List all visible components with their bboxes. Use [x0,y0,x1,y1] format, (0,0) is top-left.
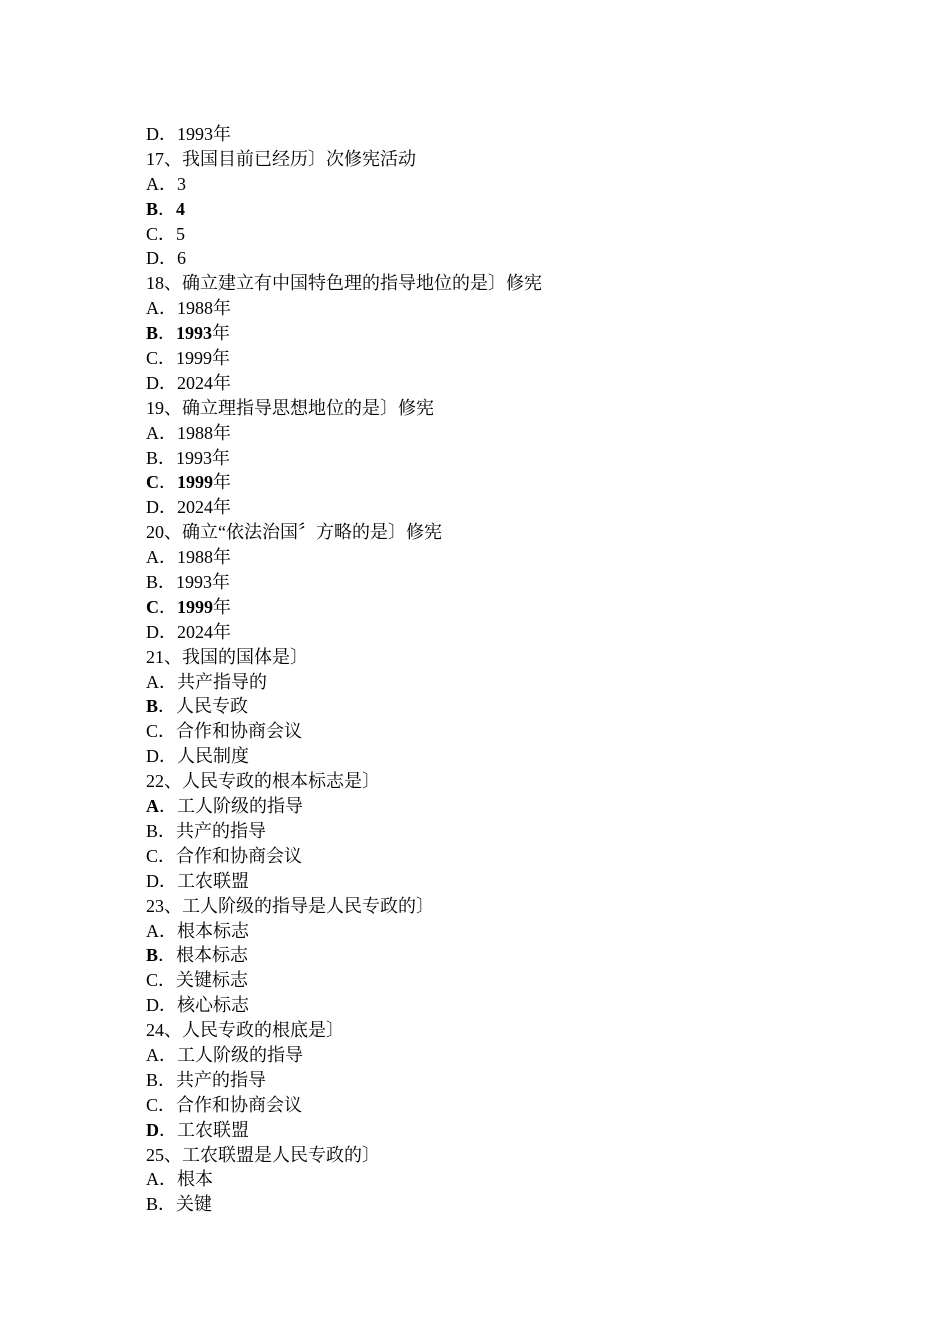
option-text: 工农联盟 [177,1119,249,1140]
option-letter: D [146,1119,159,1140]
option-separator: ． [159,422,177,443]
answer-option [146,919,542,944]
option-separator: ． [158,721,177,742]
option-separator: ． [159,1119,177,1140]
question-text: 23、工人阶级的指导是人民专政的〕 [146,895,434,916]
option-letter: B [146,945,159,966]
question-text: 17、我国目前已经历〕次修宪活动 [146,148,416,169]
option-letter: D [146,621,159,642]
option-text: 5 [176,223,186,244]
option-separator: ． [159,746,177,767]
question-text: 18、确立建立有中国特色理的指导地位的是〕修宪 [146,273,542,294]
answer-option [146,346,542,371]
option-text: 关键 [176,1194,213,1215]
option-separator: ． [158,447,177,468]
option-letter: C [146,721,159,742]
option-letter: C [146,970,159,991]
option-separator: ． [158,696,177,717]
option-separator: ． [158,820,177,841]
option-letter: B [146,1194,159,1215]
option-letter: B [146,820,159,841]
answer-option [146,122,542,147]
option-letter: A [146,422,159,443]
option-text: 共产指导的 [177,671,267,692]
question-text: 20、确立“依法治国〞方略的是〕修宪 [146,522,442,543]
answer-option [146,296,542,321]
option-separator: ． [159,298,177,319]
option-letter: A [146,547,159,568]
option-text: 6 [177,248,186,269]
option-text: 工农联盟 [177,870,249,891]
option-text-bold: 1999 [177,596,213,617]
option-separator: ． [158,198,177,219]
option-text: 年 [213,472,231,493]
option-text: 1988年 [177,547,231,568]
answer-option [146,943,542,968]
question-text: 24、人民专政的根底是〕 [146,1020,344,1041]
option-separator: ． [159,173,177,194]
option-separator: ． [159,995,177,1016]
answer-option [146,794,542,819]
option-separator: ． [159,796,177,817]
option-separator: ． [159,920,177,941]
option-separator: ． [159,596,177,617]
option-separator: ． [158,348,177,369]
option-text: 年 [213,596,231,617]
option-text: 1993年 [176,572,231,593]
answer-option [146,246,542,271]
option-separator: ． [159,372,177,393]
answer-option [146,1068,542,1093]
option-letter: B [146,198,159,219]
option-text: 年 [212,323,231,344]
option-letter: D [146,995,159,1016]
answer-option [146,844,542,869]
answer-option [146,1043,542,1068]
answer-option [146,670,542,695]
option-letter: C [146,1094,159,1115]
option-separator: ． [158,845,177,866]
option-text: 根本 [177,1169,213,1190]
answer-option [146,446,542,471]
option-separator: ． [158,1194,177,1215]
answer-option [146,470,542,495]
answer-option [146,1118,542,1143]
option-letter: C [146,223,159,244]
option-letter: B [146,323,159,344]
option-letter: D [146,497,159,518]
option-text: 2024年 [177,372,231,393]
option-letter: D [146,870,159,891]
answer-option [146,694,542,719]
answer-option [146,495,542,520]
option-text: 合作和协商会议 [176,721,303,742]
question-text: 25、工农联盟是人民专政的〕 [146,1144,380,1165]
option-separator: ． [159,1169,177,1190]
option-text: 3 [177,173,186,194]
answer-option [146,1192,542,1217]
answer-option [146,172,542,197]
option-text: 工人阶级的指导 [177,796,303,817]
answer-option [146,993,542,1018]
option-text: 关键标志 [176,970,249,991]
option-letter: D [146,248,159,269]
answer-option [146,545,542,570]
option-letter: D [146,746,159,767]
option-letter: A [146,173,159,194]
option-letter: A [146,1169,159,1190]
question-text: 19、确立理指导思想地位的是〕修宪 [146,397,434,418]
option-separator: ． [158,572,177,593]
answer-option [146,968,542,993]
option-letter: B [146,696,159,717]
answer-option [146,1093,542,1118]
option-text-bold: 4 [176,198,186,219]
question-text: 21、我国的国体是〕 [146,646,308,667]
option-text: 共产的指导 [176,820,267,841]
option-separator: ． [159,124,177,144]
option-separator: ． [158,223,177,244]
option-text: 合作和协商会议 [176,845,303,866]
option-text: 根本标志 [177,920,249,941]
option-separator: ． [159,248,177,269]
document-body [146,122,542,1217]
answer-option [146,595,542,620]
option-separator: ． [159,671,177,692]
option-text: 根本标志 [176,945,249,966]
option-separator: ． [159,547,177,568]
option-letter: A [146,1044,159,1065]
option-text: 1993年 [177,124,231,144]
option-separator: ． [158,945,177,966]
option-text: 1988年 [177,422,231,443]
option-letter: C [146,472,159,493]
option-separator: ． [159,621,177,642]
option-text: 合作和协商会议 [176,1094,303,1115]
answer-option [146,321,542,346]
answer-option [146,421,542,446]
answer-option [146,197,542,222]
answer-option [146,1167,542,1192]
option-separator: ． [159,1044,177,1065]
option-text: 核心标志 [177,995,249,1016]
option-text: 2024年 [177,621,231,642]
option-separator: ． [159,870,177,891]
option-letter: A [146,298,159,319]
option-text-bold: 1999 [177,472,213,493]
answer-option [146,222,542,247]
option-separator: ． [158,323,177,344]
option-letter: D [146,372,159,393]
answer-option [146,570,542,595]
option-letter: C [146,348,159,369]
question-text: 22、人民专政的根本标志是〕 [146,771,380,792]
option-text: 2024年 [177,497,231,518]
answer-option [146,744,542,769]
answer-option [146,371,542,396]
option-separator: ． [159,472,177,493]
answer-option [146,819,542,844]
option-letter: B [146,1069,159,1090]
option-letter: C [146,596,159,617]
option-separator: ． [159,497,177,518]
option-letter: A [146,796,159,817]
option-text: 共产的指导 [176,1069,267,1090]
option-text: 人民专政 [176,696,249,717]
option-separator: ． [158,1069,177,1090]
option-text: 工人阶级的指导 [177,1044,303,1065]
option-separator: ． [158,1094,177,1115]
option-letter: C [146,845,159,866]
option-letter: A [146,920,159,941]
option-text-bold: 1993 [176,323,213,344]
answer-option [146,620,542,645]
option-letter: B [146,447,159,468]
option-letter: B [146,572,159,593]
option-text: 1988年 [177,298,231,319]
option-text: 人民制度 [177,746,249,767]
option-letter: A [146,671,159,692]
option-text: 1993年 [176,447,231,468]
option-separator: ． [158,970,177,991]
option-text: 1999年 [176,348,231,369]
option-letter: D [146,124,159,144]
answer-option [146,869,542,894]
answer-option [146,719,542,744]
